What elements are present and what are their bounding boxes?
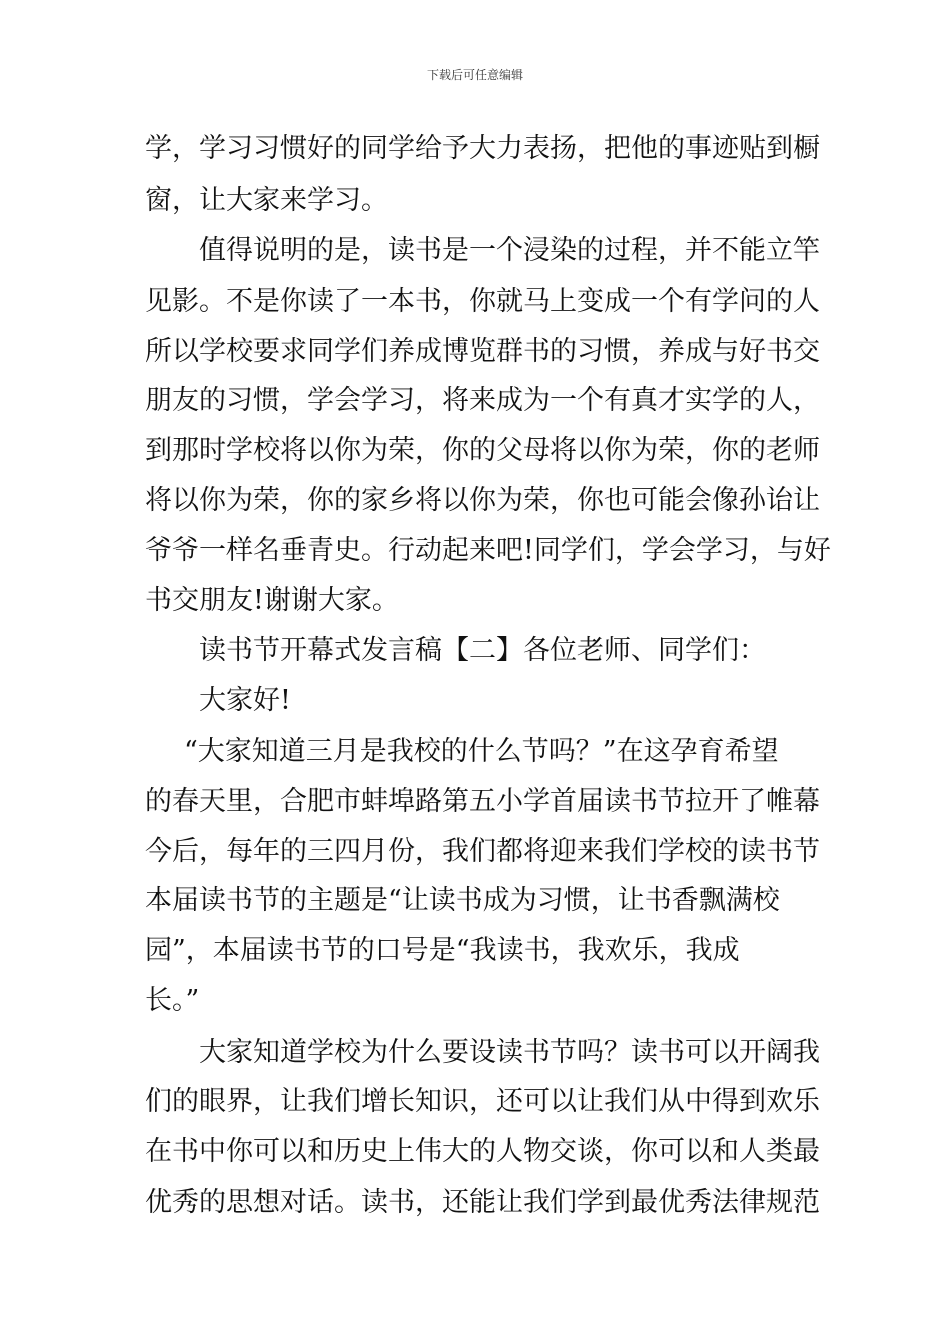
page-header: 下载后可任意编辑 [426,68,523,82]
text-line: “大家知道三月是我校的什么节吗？”在这孕育希望 [184,736,779,767]
section-heading: 读书节开幕式发言稿【二】各位老师、同学们： [199,635,766,666]
text-line: 今后，每年的三四月份，我们都将迎来我们学校的读书节 [145,836,820,867]
text-line: 大家知道学校为什么要设读书节吗？读书可以开阔我 [199,1037,820,1068]
text-line: 窗，让大家来学习。 [145,185,388,216]
text-line: 将以你为荣，你的家乡将以你为荣，你也可能会像孙诒让 [145,485,820,516]
text-line: 的春天里，合肥市蚌埠路第五小学首届读书节拉开了帷幕 [145,786,820,817]
greeting: 大家好! [199,685,291,716]
text-line: 本届读书节的主题是“让读书成为习惯，让书香飘满校 [145,885,780,916]
text-line: 书交朋友!谢谢大家。 [145,585,399,616]
text-line: 见影。不是你读了一本书，你就马上变成一个有学问的人 [145,286,820,317]
text-line: 长。” [145,985,200,1016]
text-line: 值得说明的是，读书是一个浸染的过程，并不能立竿 [199,235,820,266]
text-line: 所以学校要求同学们养成博览群书的习惯，养成与好书交 [145,336,820,367]
text-line: 们的眼界，让我们增长知识，还可以让我们从中得到欢乐 [145,1086,820,1117]
text-line: 园”，本届读书节的口号是“我读书，我欢乐，我成 [145,935,740,966]
text-line: 学，学习习惯好的同学给予大力表扬，把他的事迹贴到橱 [145,133,820,164]
text-line: 在书中你可以和历史上伟大的人物交谈，你可以和人类最 [145,1136,820,1167]
text-line: 优秀的思想对话。读书，还能让我们学到最优秀法律规范 [145,1187,820,1218]
text-line: 到那时学校将以你为荣，你的父母将以你为荣，你的老师 [145,435,820,466]
text-line: 朋友的习惯，学会学习，将来成为一个有真才实学的人， [145,385,820,416]
text-line: 爷爷一样名垂青史。行动起来吧!同学们，学会学习，与好 [145,535,831,566]
